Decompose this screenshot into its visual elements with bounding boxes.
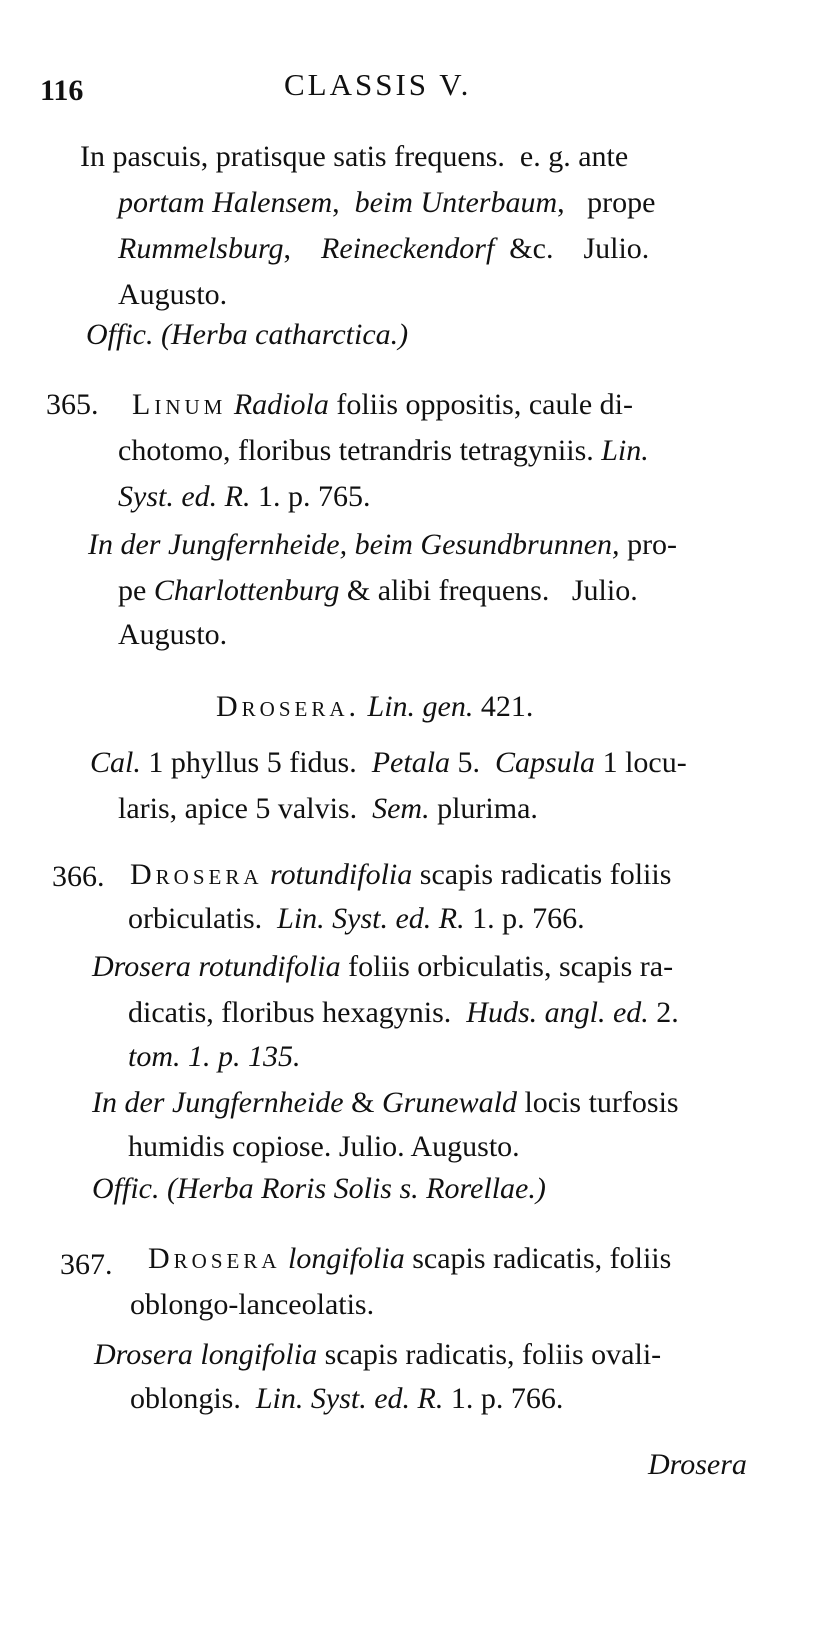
text-line: Drosera longifolia scapis radicatis, foliis ovali- — [94, 1338, 662, 1371]
text-line: tom. 1. p. 135. — [128, 1040, 301, 1073]
text-line: Augusto. — [118, 618, 228, 651]
text-line: humidis copiose. Julio. Augusto. — [128, 1130, 520, 1163]
text-line: chotomo, floribus tetrandris tetragyniis. Lin. — [118, 434, 649, 467]
page-number: 116 — [40, 74, 84, 107]
text-line: Cal. 1 phyllus 5 fidus. Petala 5. Capsula 1 locu- — [90, 746, 687, 779]
text-line: Offic. (Herba catharctica.) — [86, 318, 409, 351]
text-line: pe Charlottenburg & alibi frequens. Julio. — [118, 574, 638, 607]
entry-number: 365. — [46, 388, 99, 421]
text-line: laris, apice 5 valvis. Sem. plurima. — [118, 792, 538, 825]
running-head: CLASSIS V. — [284, 67, 472, 102]
text-line: oblongis. Lin. Syst. ed. R. 1. p. 766. — [130, 1382, 564, 1415]
text-line: portam Halensem, beim Unterbaum, prope — [118, 186, 656, 219]
text-line: oblongo-lanceolatis. — [130, 1288, 375, 1321]
text-line: Drosera rotundifolia foliis orbiculatis, scapis ra- — [92, 950, 674, 983]
text-line: Offic. (Herba Roris Solis s. Rorellae.) — [92, 1172, 546, 1205]
text-line: Rummelsburg, Reineckendorf &c. Julio. — [118, 232, 650, 265]
entry-heading: Linum Radiola foliis oppositis, caule di- — [132, 388, 633, 421]
entry-heading: Drosera longifolia scapis radicatis, foliis — [148, 1242, 672, 1275]
entry-heading: Drosera rotundifolia scapis radicatis foliis — [130, 858, 672, 891]
text-line: dicatis, floribus hexagynis. Huds. angl. ed. 2. — [128, 996, 679, 1029]
text-line: In der Jungfernheide & Grunewald locis turfosis — [92, 1086, 679, 1119]
catchword: Drosera — [648, 1448, 747, 1481]
text-line: Syst. ed. R. 1. p. 765. — [118, 480, 371, 513]
text-line: In pascuis, pratisque satis frequens. e. g. ante — [80, 140, 629, 173]
entry-number: 366. — [52, 860, 105, 893]
text-line: In der Jungfernheide, beim Gesundbrunnen, pro- — [88, 528, 678, 561]
genus-heading: Drosera. Lin. gen. 421. — [216, 690, 534, 723]
entry-number: 367. — [60, 1248, 113, 1281]
text-line: orbiculatis. Lin. Syst. ed. R. 1. p. 766. — [128, 902, 585, 935]
text-line: Augusto. — [118, 278, 228, 311]
